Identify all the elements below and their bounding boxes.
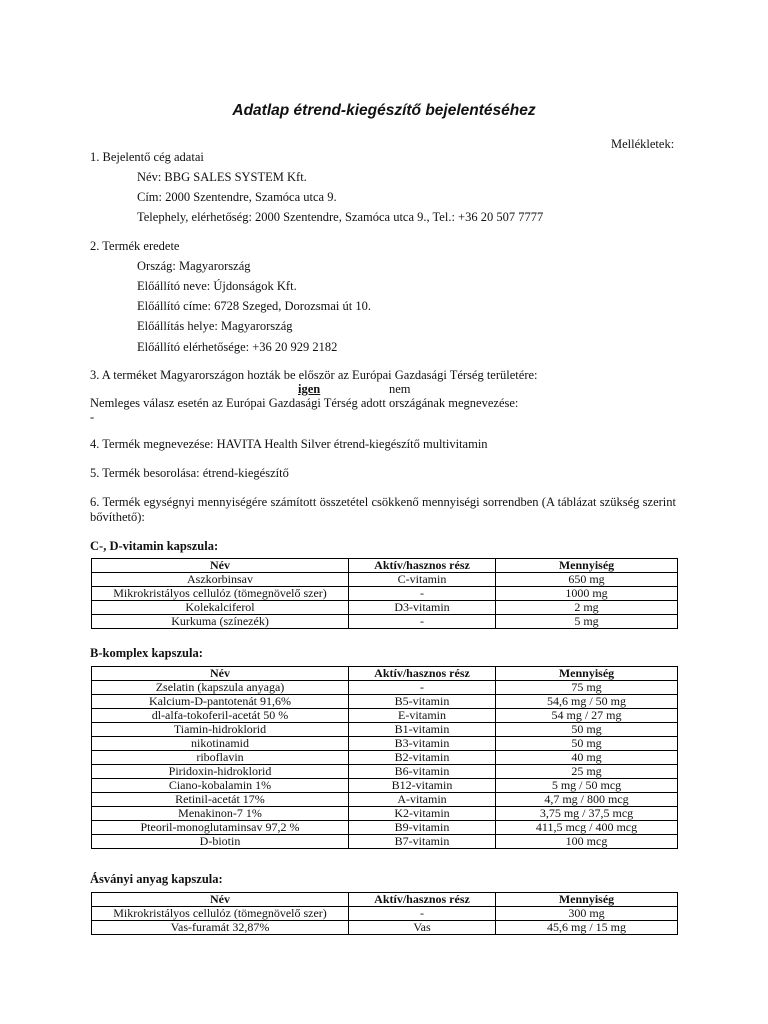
table-row xyxy=(92,695,678,709)
cell-active-part: - xyxy=(349,681,496,695)
cell-active-part: B6-vitamin xyxy=(349,765,496,779)
cell-ingredient-name: nikotinamid xyxy=(92,737,349,751)
cell-amount: 25 mg xyxy=(496,765,678,779)
cell-ingredient-name: D-biotin xyxy=(92,835,349,849)
column-header-name: Név xyxy=(92,667,349,681)
table-caption: C-, D-vitamin kapszula: xyxy=(90,539,219,553)
ingredients-table xyxy=(91,558,678,629)
cell-amount: 45,6 mg / 15 mg xyxy=(496,921,678,935)
cell-amount: 75 mg xyxy=(496,681,678,695)
column-header-name: Név xyxy=(92,893,349,907)
cell-ingredient-name: Aszkorbinsav xyxy=(92,573,349,587)
cell-amount: 54,6 mg / 50 mg xyxy=(496,695,678,709)
table-row xyxy=(92,681,678,695)
cell-amount: 50 mg xyxy=(496,737,678,751)
attachments-label: Mellékletek: xyxy=(611,137,675,151)
cell-active-part: B5-vitamin xyxy=(349,695,496,709)
cell-ingredient-name: Kolekalciferol xyxy=(92,601,349,615)
cell-active-part: B9-vitamin xyxy=(349,821,496,835)
section-5-classification: 5. Termék besorolása: étrend-kiegészítő xyxy=(90,466,289,480)
cell-active-part: K2-vitamin xyxy=(349,807,496,821)
table-row xyxy=(92,709,678,723)
table-row xyxy=(92,765,678,779)
cell-ingredient-name: Tiamin-hidroklorid xyxy=(92,723,349,737)
cell-active-part: D3-vitamin xyxy=(349,601,496,615)
section-2-heading: 2. Termék eredete xyxy=(90,239,180,253)
negative-answer-value: - xyxy=(90,410,95,424)
table-row xyxy=(92,723,678,737)
column-header-amount: Mennyiség xyxy=(496,893,678,907)
answer-yes: igen xyxy=(298,382,321,396)
cell-active-part: - xyxy=(349,615,496,629)
cell-active-part: - xyxy=(349,587,496,601)
column-header-active: Aktív/hasznos rész xyxy=(349,559,496,573)
cell-amount: 5 mg xyxy=(496,615,678,629)
section-6-composition-intro: 6. Termék egységnyi mennyiségére számított összetétel csökkenő mennyiségi sorrendben (A táblázat szükség szerint bővíthető): xyxy=(90,495,676,524)
table-caption: B-komplex kapszula: xyxy=(90,646,203,660)
table-row xyxy=(92,807,678,821)
cell-active-part: B2-vitamin xyxy=(349,751,496,765)
cell-ingredient-name: riboflavin xyxy=(92,751,349,765)
table-header-row xyxy=(92,893,678,907)
table-row xyxy=(92,835,678,849)
cell-amount: 650 mg xyxy=(496,573,678,587)
producer-contact: Előállító elérhetősége: +36 20 929 2182 xyxy=(137,340,338,354)
cell-ingredient-name: Ciano-kobalamin 1% xyxy=(92,779,349,793)
cell-ingredient-name: Kalcium-D-pantotenát 91,6% xyxy=(92,695,349,709)
cell-active-part: B12-vitamin xyxy=(349,779,496,793)
table-row xyxy=(92,573,678,587)
document-title: Adatlap étrend-kiegészítő bejelentéséhez xyxy=(232,102,536,119)
column-header-name: Név xyxy=(92,559,349,573)
producer-name: Előállító neve: Újdonságok Kft. xyxy=(137,279,297,293)
producer-address: Előállító címe: 6728 Szeged, Dorozsmai út 10. xyxy=(137,299,371,313)
cell-ingredient-name: Menakinon-7 1% xyxy=(92,807,349,821)
cell-ingredient-name: Mikrokristályos cellulóz (tömegnövelő szer) xyxy=(92,907,349,921)
cell-amount: 3,75 mg / 37,5 mcg xyxy=(496,807,678,821)
table-row xyxy=(92,601,678,615)
company-site: Telephely, elérhetőség: 2000 Szentendre, Szamóca utca 9., Tel.: +36 20 507 7777 xyxy=(137,210,544,224)
section-1-heading: 1. Bejelentő cég adatai xyxy=(90,150,204,164)
cell-amount: 54 mg / 27 mg xyxy=(496,709,678,723)
table-row xyxy=(92,921,678,935)
section-3-question: 3. A terméket Magyarországon hozták be először az Európai Gazdasági Térség területére: xyxy=(90,368,538,382)
cell-active-part: B7-vitamin xyxy=(349,835,496,849)
cell-amount: 1000 mg xyxy=(496,587,678,601)
cell-amount: 4,7 mg / 800 mcg xyxy=(496,793,678,807)
cell-amount: 5 mg / 50 mcg xyxy=(496,779,678,793)
cell-amount: 100 mcg xyxy=(496,835,678,849)
cell-ingredient-name: Kurkuma (színezék) xyxy=(92,615,349,629)
cell-active-part: B1-vitamin xyxy=(349,723,496,737)
cell-ingredient-name: Piridoxin-hidroklorid xyxy=(92,765,349,779)
cell-active-part: - xyxy=(349,907,496,921)
table-row xyxy=(92,587,678,601)
cell-ingredient-name: dl-alfa-tokoferil-acetát 50 % xyxy=(92,709,349,723)
table-row xyxy=(92,737,678,751)
cell-amount: 40 mg xyxy=(496,751,678,765)
cell-ingredient-name: Pteoril-monoglutaminsav 97,2 % xyxy=(92,821,349,835)
table-row xyxy=(92,615,678,629)
table-row xyxy=(92,907,678,921)
table-row xyxy=(92,821,678,835)
cell-ingredient-name: Retinil-acetát 17% xyxy=(92,793,349,807)
table-row xyxy=(92,779,678,793)
negative-answer-note: Nemleges válasz esetén az Európai Gazdasági Térség adott országának megnevezése: xyxy=(90,396,519,410)
table-header-row xyxy=(92,667,678,681)
table-row xyxy=(92,751,678,765)
column-header-amount: Mennyiség xyxy=(496,559,678,573)
cell-ingredient-name: Mikrokristályos cellulóz (tömegnövelő szer) xyxy=(92,587,349,601)
answer-no: nem xyxy=(389,382,411,396)
cell-amount: 2 mg xyxy=(496,601,678,615)
cell-active-part: A-vitamin xyxy=(349,793,496,807)
company-name: Név: BBG SALES SYSTEM Kft. xyxy=(137,170,307,184)
cell-amount: 50 mg xyxy=(496,723,678,737)
cell-ingredient-name: Vas-furamát 32,87% xyxy=(92,921,349,935)
table-header-row xyxy=(92,559,678,573)
company-address: Cím: 2000 Szentendre, Szamóca utca 9. xyxy=(137,190,337,204)
column-header-active: Aktív/hasznos rész xyxy=(349,667,496,681)
ingredients-table xyxy=(91,666,678,849)
cell-active-part: Vas xyxy=(349,921,496,935)
cell-amount: 411,5 mcg / 400 mcg xyxy=(496,821,678,835)
table-row xyxy=(92,793,678,807)
section-4-product-name: 4. Termék megnevezése: HAVITA Health Silver étrend-kiegészítő multivitamin xyxy=(90,437,488,451)
cell-active-part: C-vitamin xyxy=(349,573,496,587)
table-caption: Ásványi anyag kapszula: xyxy=(90,872,223,886)
origin-country: Ország: Magyarország xyxy=(137,259,251,273)
cell-active-part: E-vitamin xyxy=(349,709,496,723)
ingredients-table xyxy=(91,892,678,935)
cell-amount: 300 mg xyxy=(496,907,678,921)
column-header-amount: Mennyiség xyxy=(496,667,678,681)
column-header-active: Aktív/hasznos rész xyxy=(349,893,496,907)
cell-active-part: B3-vitamin xyxy=(349,737,496,751)
cell-ingredient-name: Zselatin (kapszula anyaga) xyxy=(92,681,349,695)
production-place: Előállítás helye: Magyarország xyxy=(137,319,293,333)
